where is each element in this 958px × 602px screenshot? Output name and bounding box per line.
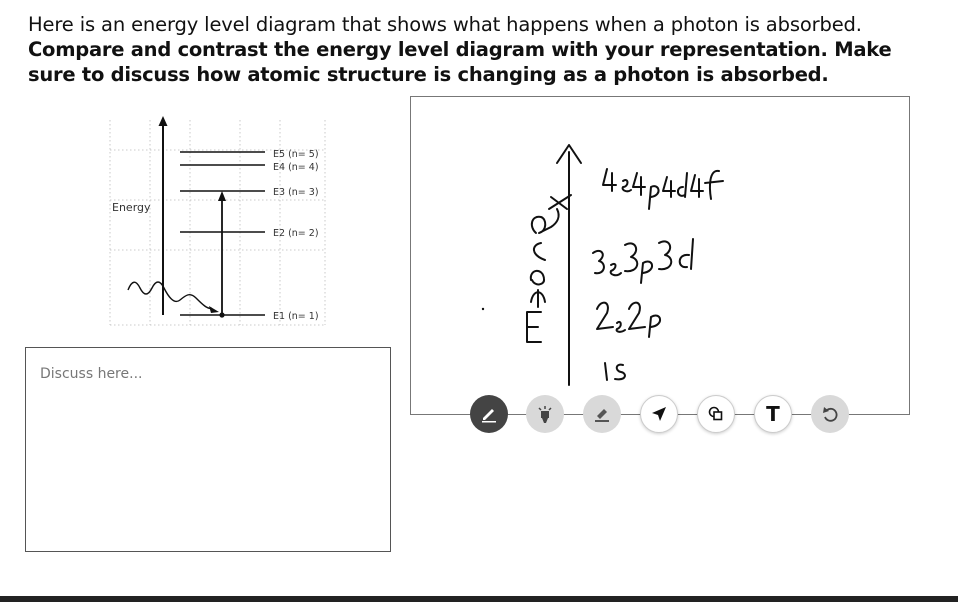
prompt-instructions: Compare and contrast the energy level diagram with your representation. Make sure to discuss how atomic structure is changing as a photon is absorbed. <box>28 38 892 86</box>
discuss-textbox[interactable] <box>25 347 391 552</box>
text-tool-button[interactable] <box>754 395 792 433</box>
level-e4-label: E4 (n= 4) <box>273 162 319 173</box>
question-prompt <box>28 12 928 87</box>
level-e1-label: E1 (n= 1) <box>273 311 319 322</box>
level-e3-label: E3 (n= 3) <box>273 187 319 198</box>
select-tool-button[interactable] <box>640 395 678 433</box>
highlighter-tool-button[interactable] <box>526 395 564 433</box>
highlighter-icon <box>535 404 555 424</box>
photon-wave <box>128 282 212 308</box>
prompt-intro: Here is an energy level diagram that shows what happens when a photon is absorbed. <box>28 13 862 36</box>
handwriting-layer <box>411 97 911 416</box>
undo-icon <box>821 405 839 423</box>
shapes-icon <box>707 405 725 423</box>
undo-tool-button[interactable] <box>811 395 849 433</box>
eraser-icon <box>592 404 612 424</box>
bottom-bar <box>0 596 958 602</box>
discuss-input[interactable] <box>40 366 376 533</box>
level-e2-label: E2 (n= 2) <box>273 228 319 239</box>
energy-level-diagram <box>100 110 340 335</box>
drawing-canvas[interactable] <box>410 96 910 415</box>
pencil-icon <box>480 405 498 423</box>
cursor-arrow-icon <box>650 405 668 423</box>
drawing-toolbar <box>470 395 850 433</box>
pen-tool-button[interactable] <box>470 395 508 433</box>
energy-axis-label: Energy <box>112 201 151 214</box>
level-e5-label: E5 (n= 5) <box>273 149 319 160</box>
eraser-tool-button[interactable] <box>583 395 621 433</box>
shapes-tool-button[interactable] <box>697 395 735 433</box>
text-icon: T <box>766 402 780 426</box>
